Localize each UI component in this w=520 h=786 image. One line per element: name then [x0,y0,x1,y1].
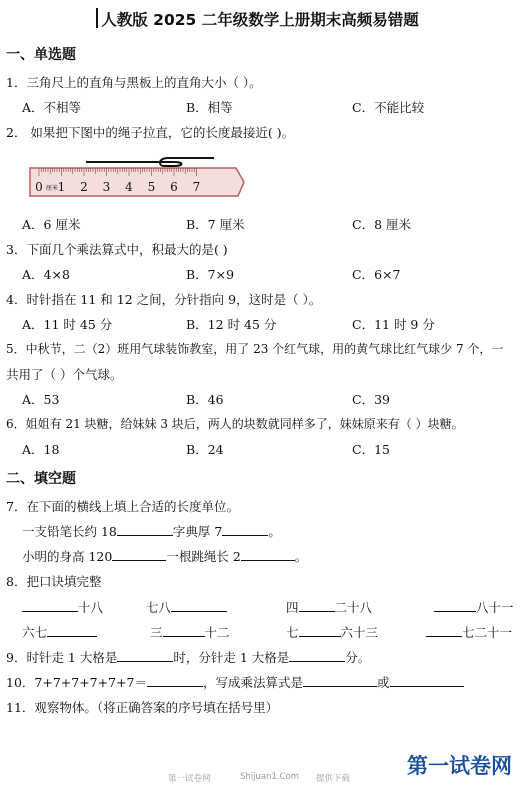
q8-row1-item2 [146,598,227,616]
question-5-line1: 5．中秋节，二（2）班用气球装饰教室，用了 23 个红气球，用的黄气球比红气球少 7 个，一 [6,342,504,356]
q10-text-1: 10．7+7+7+7+7+7＝ [6,675,147,690]
q7-blank-3[interactable] [112,548,166,561]
q10-blank-2[interactable] [303,674,377,687]
question-5-line2: 共用了（ ）个气球。 [6,367,123,382]
q8-r2-text-4: 七 [286,625,299,640]
q5-option-a: A．53 [22,392,60,407]
q6-option-c: C．15 [352,442,390,457]
q8-row1-item4 [434,598,514,616]
q6-option-a: A．18 [22,442,60,457]
q8-blank-5[interactable] [47,624,97,637]
q8-row2-item3 [286,623,378,641]
q8-r2-text-3: 十二 [204,625,230,640]
q8-blank-4[interactable] [434,599,476,612]
q8-blank-6[interactable] [163,624,205,637]
q7-blank-1[interactable] [117,523,173,536]
footer-download: 提供下载 [316,774,351,784]
q7-dictionary-text: 字典厚 7 [172,524,223,539]
q10-text-2: ，写成乘法算式是 [203,675,304,690]
q8-row2-item2 [150,623,230,641]
q2-option-b: B．7 厘米 [186,217,245,232]
ruler-number-6: 6 [170,180,178,194]
q7-blank-2[interactable] [222,523,268,536]
q8-r1-text-3: 四 [286,600,299,615]
ruler-number-2: 2 [80,180,88,194]
q10-blank-3[interactable] [390,674,464,687]
q9-blank-2[interactable] [289,649,345,662]
q4-option-c: C．11 时 9 分 [352,317,435,332]
q8-r1-text-4: 二十八 [334,600,373,615]
question-8: 8．把口诀填完整 [6,574,102,589]
question-11: 11．观察物体。（将正确答案的序号填在括号里） [6,700,279,715]
q3-option-a: A．4×8 [22,267,70,282]
q8-r1-text-2: 七八 [146,600,172,615]
q8-row2-item1 [22,623,97,641]
ruler-number-1: 1 [57,180,66,194]
q1-option-a: A．不相等 [22,100,82,115]
q9-text-3: 分。 [345,650,371,665]
question-7: 7．在下面的横线上填上合适的长度单位。 [6,499,239,514]
q8-row2-item4 [426,623,512,641]
q1-option-c: C．不能比较 [352,100,425,115]
q9-blank-1[interactable] [117,649,173,662]
q9-text-1: 9．时针走 1 大格是 [6,650,118,665]
q7-height-text: 小明的身高 120 [22,549,113,564]
q8-r2-text-1: 六七 [22,625,48,640]
q8-blank-3[interactable] [299,599,335,612]
ruler-number-5: 5 [147,180,156,194]
q7-blank-4[interactable] [241,548,295,561]
q8-r2-text-6: 七二十一 [462,625,513,640]
q9-text-2: 时，分针走 1 大格是 [173,650,290,665]
q7-rope-text: 一根跳绳长 2 [166,549,241,564]
question-10 [6,673,464,691]
q8-blank-2[interactable] [171,599,227,612]
footer-site-name: 第一试卷网 [168,774,211,784]
q3-option-b: B．7×9 [186,267,235,282]
section-choice-heading: 一、单选题 [6,47,76,63]
q8-blank-7[interactable] [299,624,341,637]
q7-line-2 [22,547,307,565]
q6-option-b: B．24 [186,442,224,457]
q7-line1-end: 。 [268,524,281,539]
question-2: 2． 如果把下图中的绳子拉直，它的长度最接近( )。 [6,125,295,140]
q8-row1-item1 [22,598,103,616]
section-fill-heading: 二、填空题 [6,471,76,487]
q7-line-1 [22,522,281,540]
footer-domain: Shijuan1.Com [240,772,300,782]
q3-option-c: C．6×7 [352,267,401,282]
ruler-with-rope-figure [24,148,250,200]
ruler-unit-label: 厘米 [45,185,59,192]
q1-option-b: B．相等 [186,100,233,115]
q8-blank-8[interactable] [426,624,462,637]
ruler-number-0: 0 [35,180,43,194]
question-4: 4．时针指在 11 和 12 之间，分针指向 9，这时是（ ）。 [6,292,322,307]
q5-option-b: B．46 [186,392,224,407]
ruler-number-4: 4 [125,180,133,194]
q8-row1-item3 [286,598,372,616]
question-1: 1．三角尺上的直角与黑板上的直角大小（ ）。 [6,75,262,90]
q7-line2-end: 。 [294,549,308,564]
q7-pencil-text: 一支铅笔长约 18 [22,524,117,539]
page-title: 人教版 2025 二年级数学上册期末高频易错题 [101,11,419,29]
q8-r2-text-2: 三 [150,625,163,640]
q4-option-a: A．11 时 45 分 [22,317,113,332]
question-3: 3．下面几个乘法算式中，积最大的是( ) [6,242,228,257]
ruler-number-7: 7 [192,180,201,194]
q4-option-b: B．12 时 45 分 [186,317,277,332]
q10-blank-1[interactable] [147,674,203,687]
question-6: 6．姐姐有 21 块糖，给妹妹 3 块后，两人的块数就同样多了，妹妹原来有（ ）块糖。 [6,417,464,431]
q8-r2-text-5: 六十三 [340,625,379,640]
question-9 [6,648,370,666]
q8-r1-text-5: 八十一 [476,600,514,615]
brand-logo-text: 第一试卷网 [407,754,512,778]
q8-blank-1[interactable] [22,599,78,612]
q2-option-c: C．8 厘米 [352,217,411,232]
q2-option-a: A．6 厘米 [22,217,81,232]
q10-text-3: 或 [377,675,390,690]
q5-option-c: C．39 [352,392,390,407]
ruler-number-3: 3 [102,180,111,194]
q8-r1-text-1: 十八 [78,600,104,615]
rope [86,158,214,166]
